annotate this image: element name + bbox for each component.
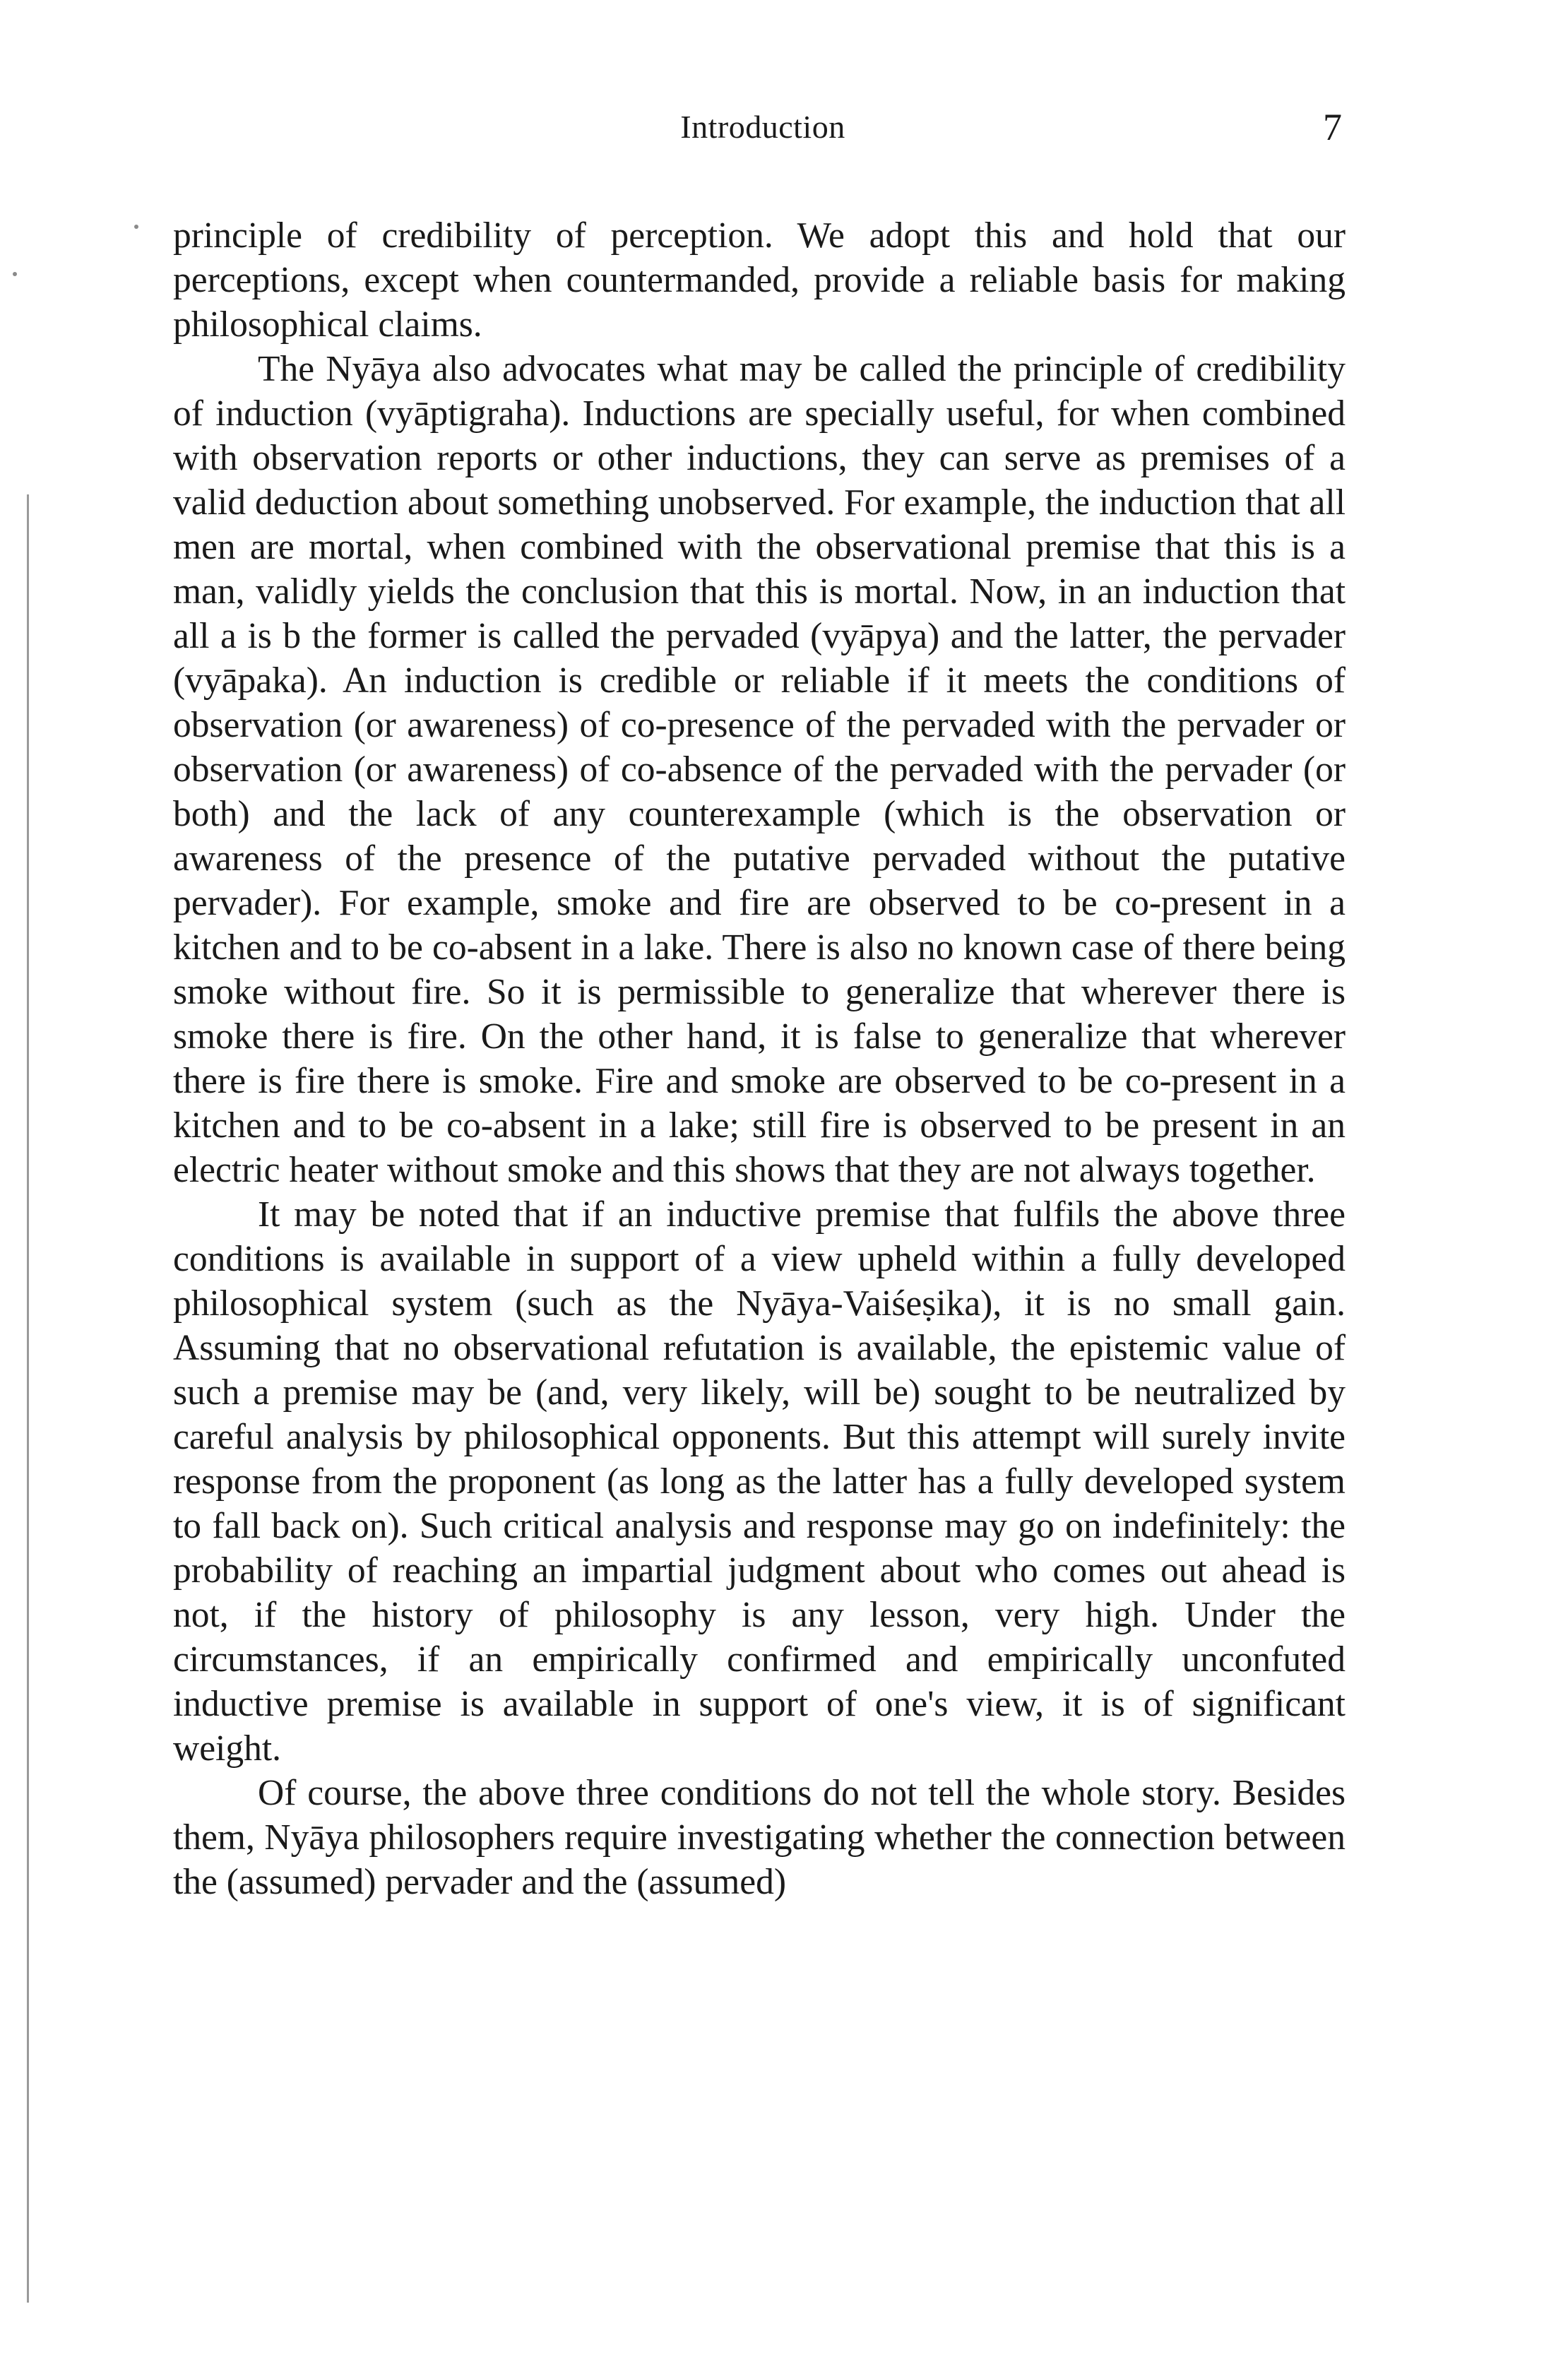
- body-text: [173, 213, 1346, 1904]
- running-head-title: Introduction: [680, 109, 845, 145]
- paragraph-inductive-premise: It may be noted that if an inductive premise that fulfils the above three conditions is available in support of a view upheld within a fully developed philosophical system (such as the Nyāya-Vaiśeṣika), it is no small gain. Assuming that no observational refutation is available, the epistemic value of such a premise may be (and, very likely, will be) sought to be neutralized by careful analysis by philosophical opponents. But this attempt will surely invite response from the proponent (as long as the latter has a fully developed system to fall back on). Such critical analysis and response may go on indefinitely: the probability of reaching an impartial judgment about who comes out ahead is not, if the history of philosophy is any lesson, very high. Under the circumstances, if an empirically confirmed and empirically unconfuted inductive premise is available in support of one's view, it is of significant weight.: [173, 1194, 1346, 1769]
- scan-speck: [13, 272, 17, 276]
- scan-margin-shadow: [27, 494, 29, 2303]
- page-number: 7: [1323, 106, 1342, 148]
- scan-speck: [134, 225, 138, 229]
- paragraph-whole-story: Of course, the above three conditions do not tell the whole story. Besides them, Nyāya philosophers require investigating whether the connection between the (assumed) pervader and the (assumed): [173, 1773, 1346, 1902]
- running-head: [0, 106, 1568, 148]
- paragraph-induction: The Nyāya also advocates what may be called the principle of credibility of induction (vyāptigraha). Inductions are specially useful, for when combined with observation reports or other inductions, they can serve as premises of a valid deduction about something unobserved. For example, the induction that all men are mortal, when combined with the observational premise that this is a man, validly yields the conclusion that this is mortal. Now, in an induction that all a is b the former is called the pervaded (vyāpya) and the latter, the pervader (vyāpaka). An induction is credible or reliable if it meets the conditions of observation (or awareness) of co-presence of the pervaded with the pervader or observation (or awareness) of co-absence of the pervaded with the pervader (or both) and the lack of any counterexample (which is the observation or awareness of the presence of the putative pervaded without the putative pervader). For example, smoke and fire are observed to be co-present in a kitchen and to be co-absent in a lake. There is also no known case of there being smoke without fire. So it is permissible to generalize that wherever there is smoke there is fire. On the other hand, it is false to generalize that wherever there is fire there is smoke. Fire and smoke are observed to be co-present in a kitchen and to be co-absent in a lake; still fire is observed to be present in an electric heater without smoke and this shows that they are not always together.: [173, 349, 1346, 1190]
- paragraph-continued: principle of credibility of perception. We adopt this and hold that our perceptions, except when countermanded, provide a reliable basis for making philosophical claims.: [173, 215, 1346, 345]
